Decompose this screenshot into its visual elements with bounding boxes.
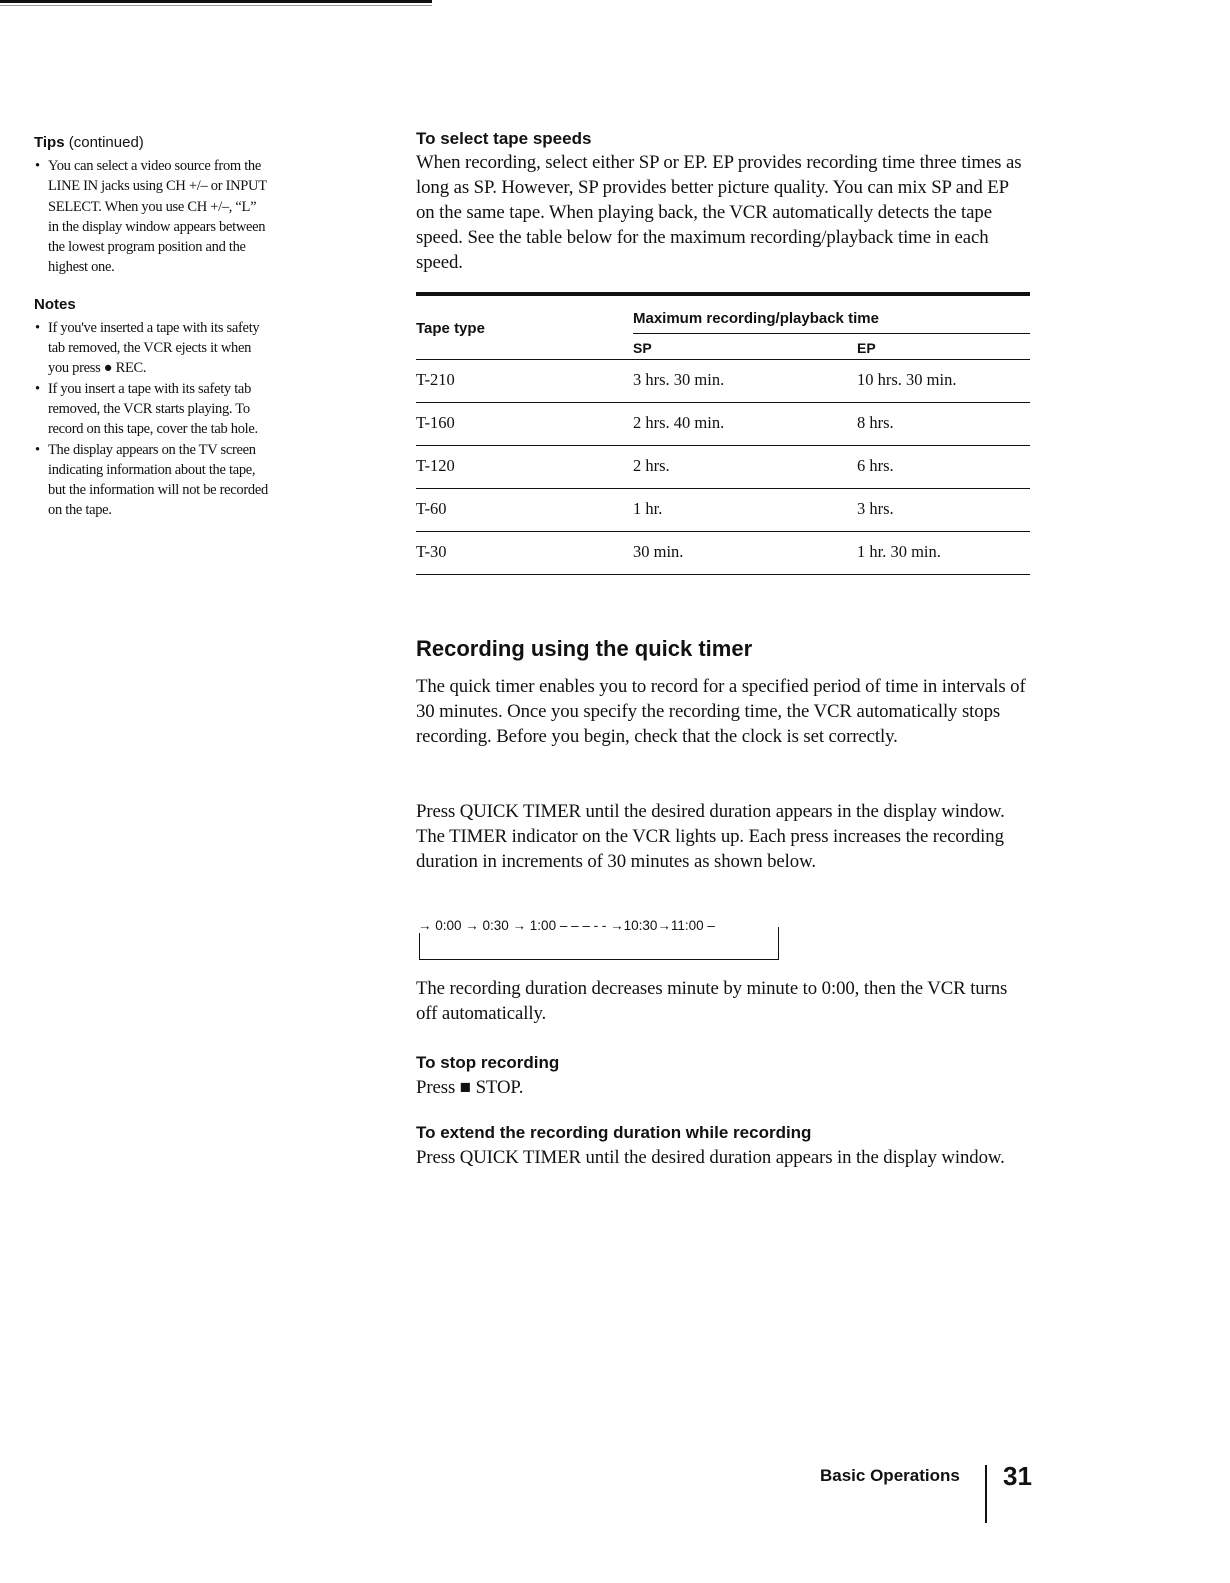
note-item: • If you've inserted a tape with its safety tab removed, the VCR ejects it when you press ● REC. — [35, 319, 260, 377]
stop-recording-heading: To stop recording — [416, 1053, 560, 1072]
table-header — [416, 296, 1030, 359]
quick-timer-instructions: Press QUICK TIMER until the desired duration appears in the display window. The TIMER indicator on the VCR lights up. Each press increases the recording duration in increments of 30 minutes as shown below. — [416, 801, 1005, 873]
notes-heading: Notes — [34, 295, 76, 313]
cell-ep: 10 hrs. 30 min. — [857, 370, 957, 389]
cell-sp: 2 hrs. — [633, 456, 670, 475]
cell-ep: 1 hr. 30 min. — [857, 542, 941, 561]
tape-speeds-body: When recording, select either SP or EP. EP provides recording time three times as long as SP. However, SP provides better picture quality. You can mix SP and EP on the same tape. When playing back, the VCR automatically detects the tape speed. See the table below for the maximum recording/playback time in each speed. — [416, 152, 1022, 274]
footer-section-label: Basic Operations — [820, 1466, 960, 1485]
table-row — [416, 359, 1030, 402]
quick-timer-cycle-diagram — [418, 918, 780, 964]
cell-sp: 2 hrs. 40 min. — [633, 413, 725, 432]
notes-list — [34, 318, 269, 521]
table-row — [416, 402, 1030, 445]
footer-divider — [985, 1465, 987, 1523]
sidebar-notes — [34, 134, 269, 535]
table-row — [416, 531, 1030, 575]
section-title: Recording using the quick timer — [416, 636, 753, 661]
stop-recording-body: Press ■ STOP. — [416, 1077, 524, 1098]
tape-speed-table — [416, 292, 1030, 575]
cell-tape-type: T-160 — [416, 413, 455, 432]
cell-tape-type: T-120 — [416, 456, 455, 475]
tape-speeds-heading: To select tape speeds — [416, 129, 592, 148]
col-header-max-time: Maximum recording/playback time — [633, 310, 879, 327]
cell-tape-type: T-210 — [416, 370, 455, 389]
col-header-sp: SP — [633, 340, 652, 356]
cell-sp: 30 min. — [633, 542, 684, 561]
tips-list — [34, 156, 269, 278]
cell-ep: 6 hrs. — [857, 456, 894, 475]
col-header-tape-type: Tape type — [416, 320, 485, 337]
extend-recording-heading: To extend the recording duration while recording — [416, 1123, 812, 1142]
cell-sp: 3 hrs. 30 min. — [633, 370, 725, 389]
header-rule — [0, 0, 432, 3]
extend-recording-body: Press QUICK TIMER until the desired duration appears in the display window. — [416, 1147, 1005, 1168]
cell-sp: 1 hr. — [633, 499, 663, 518]
quick-timer-intro: The quick timer enables you to record for a specified period of time in intervals of 30 minutes. Once you specify the recording time, the VCR automatically stops recording. Before you begin, check that the clock is set correctly. — [416, 676, 1026, 748]
header-rule-thin — [0, 5, 432, 6]
page-number: 31 — [1003, 1461, 1032, 1491]
cell-ep: 3 hrs. — [857, 499, 894, 518]
tips-heading: Tips (continued) — [34, 134, 144, 151]
header-divider — [633, 333, 1030, 334]
quick-timer-after: The recording duration decreases minute by minute to 0:00, then the VCR turns off automatically. — [416, 978, 1008, 1025]
cell-tape-type: T-30 — [416, 542, 447, 561]
cell-ep: 8 hrs. — [857, 413, 894, 432]
col-header-ep: EP — [857, 340, 876, 356]
table-row — [416, 488, 1030, 531]
cell-tape-type: T-60 — [416, 499, 447, 518]
tip-item: • You can select a video source from the LINE IN jacks using CH +/– or INPUT SELECT. When you use CH +/–, “L” in the display window appears between the lowest program position and the highest one. — [35, 158, 267, 276]
note-item: • The display appears on the TV screen indicating information about the tape, but the information will not be recorded on the tape. — [35, 441, 268, 519]
tape-speeds-section — [416, 128, 1030, 275]
table-row — [416, 445, 1030, 488]
note-item: • If you insert a tape with its safety tab removed, the VCR starts playing. To record on this tape, cover the tab hole. — [35, 380, 258, 438]
cycle-sequence: → 0:00 → 0:30 → 1:00 – – – - - →10:30→11:00 – — [418, 918, 715, 933]
